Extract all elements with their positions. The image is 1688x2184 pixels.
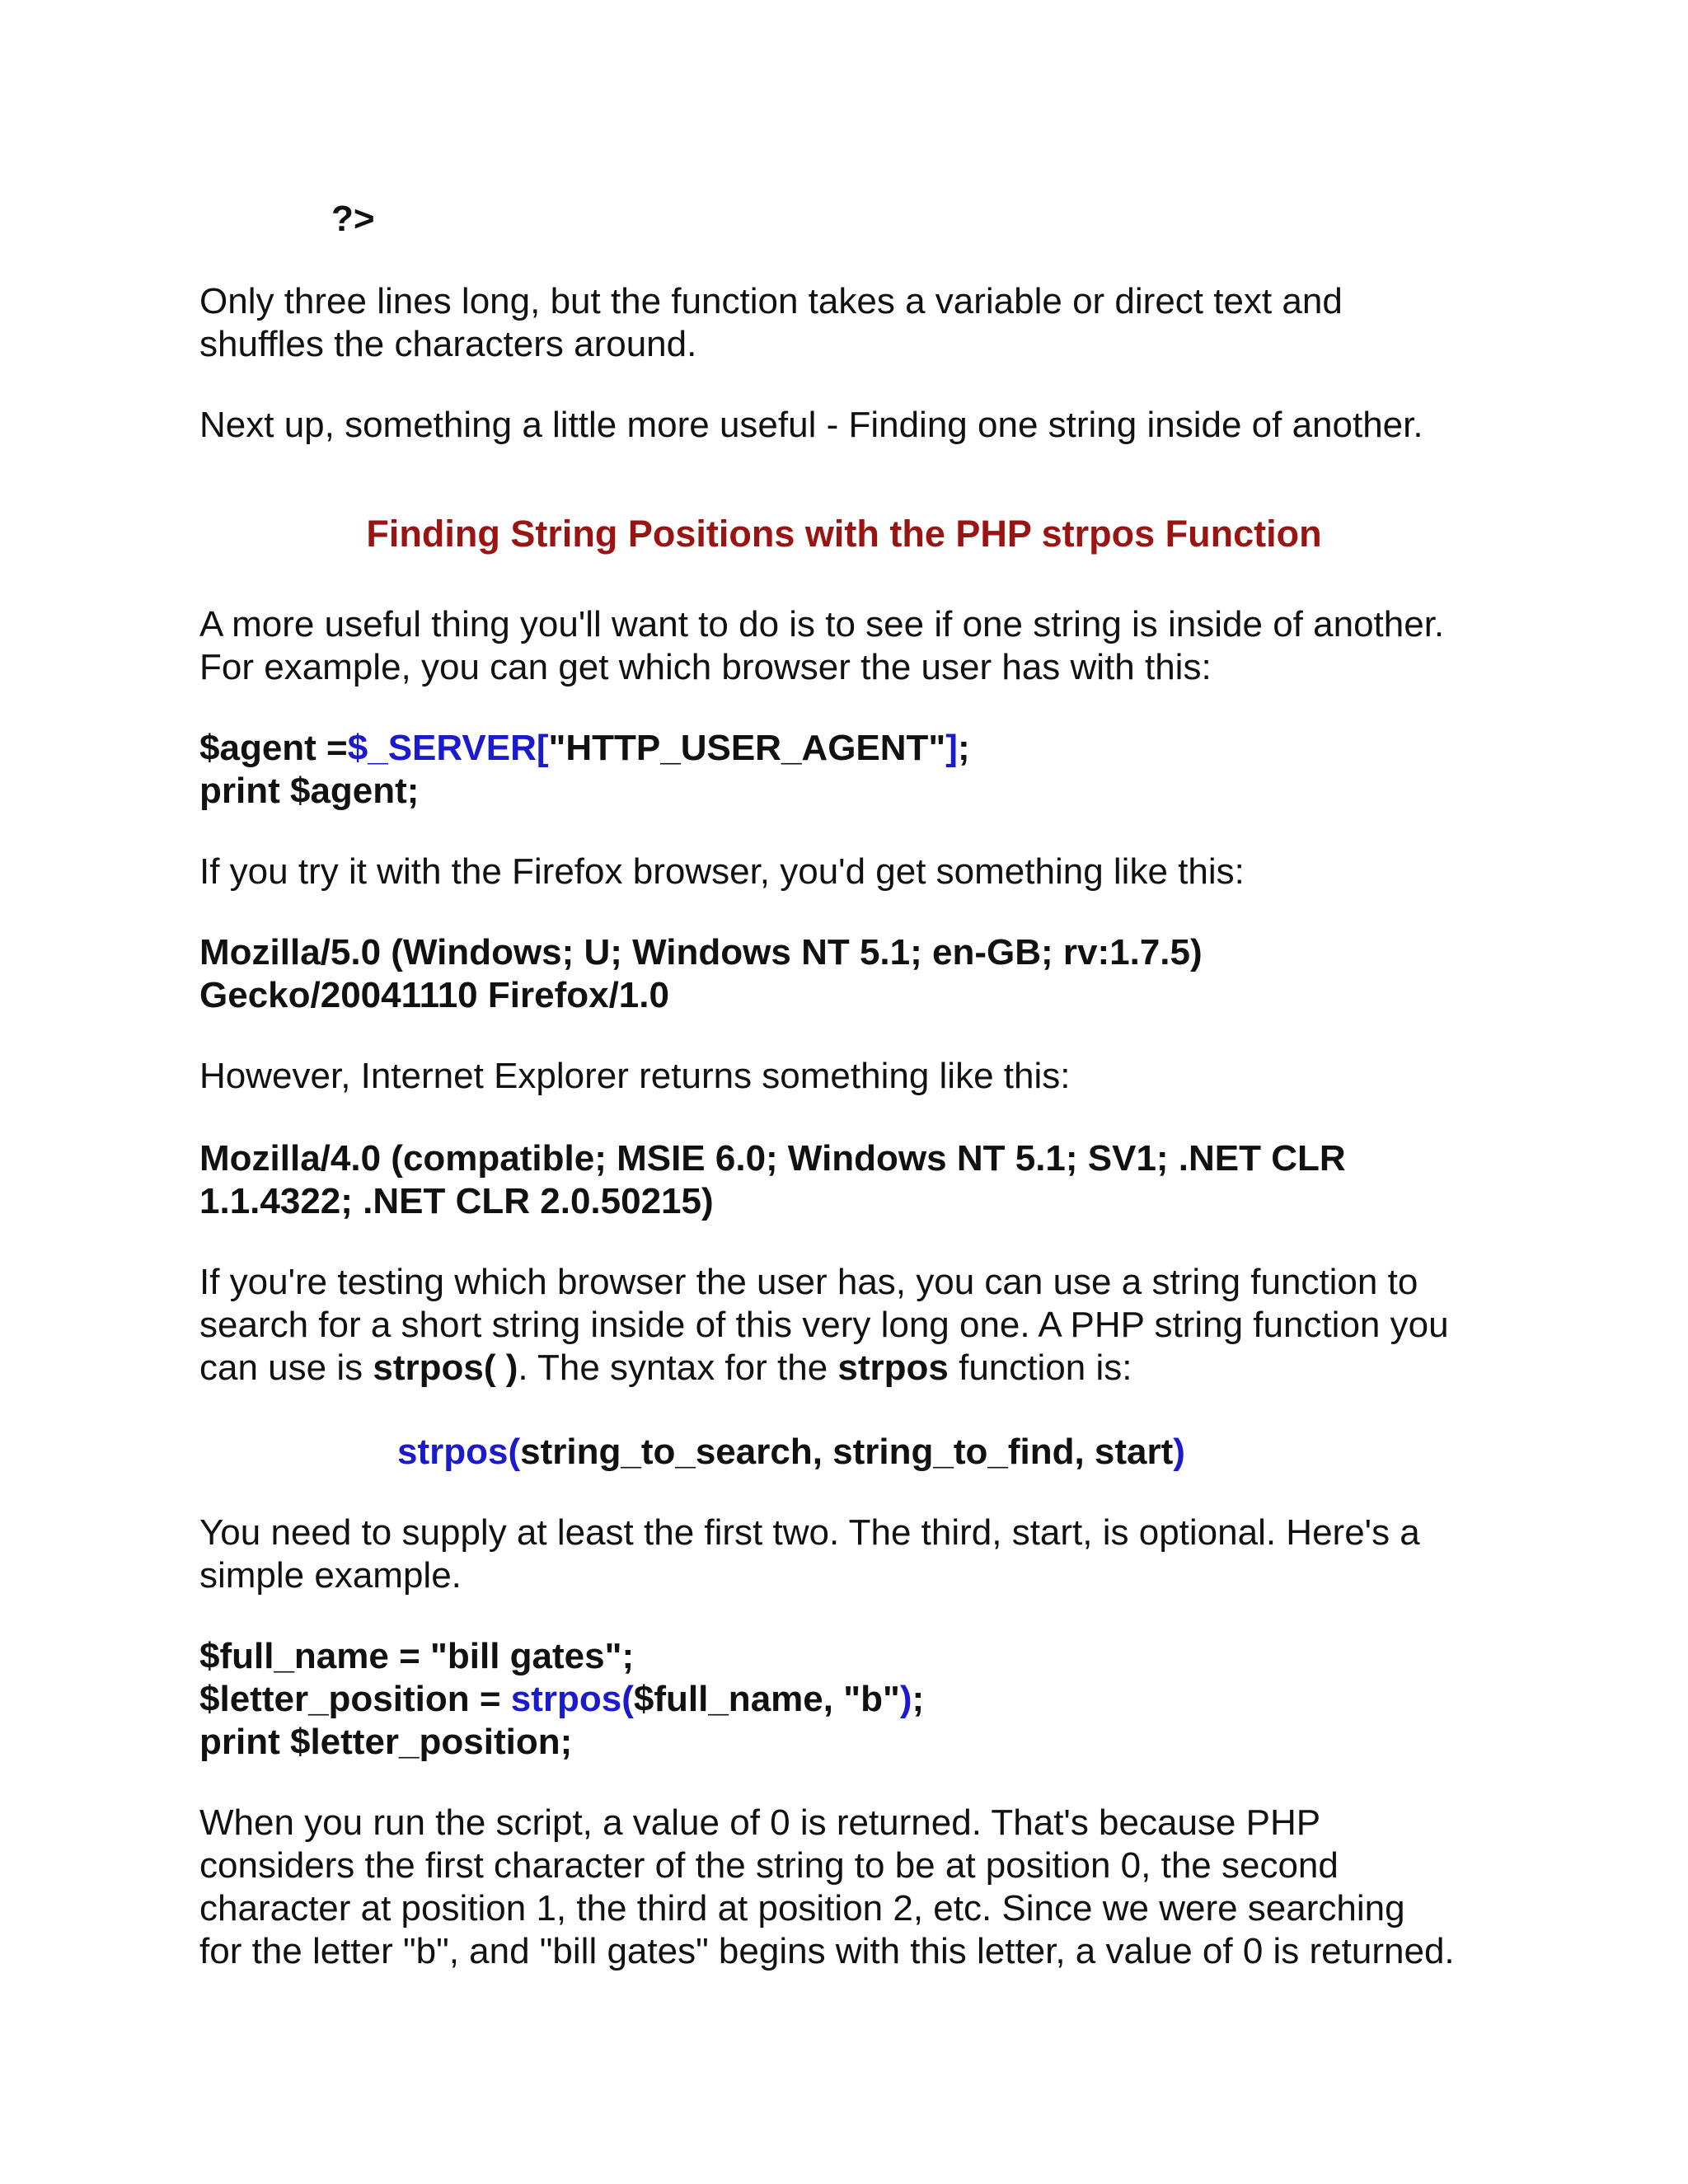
code-line: 1.1.4322; .NET CLR 2.0.50215): [199, 1181, 714, 1221]
paragraph-line: When you run the script, a value of 0 is returned. That's because PHP: [199, 1802, 1321, 1843]
function-name: strpos: [837, 1347, 949, 1388]
code-keyword: strpos(: [397, 1432, 521, 1472]
code-block-agent: [199, 727, 1518, 813]
firefox-user-agent: [199, 931, 1518, 1017]
text-run: function is:: [948, 1347, 1132, 1388]
paragraph-line: considers the first character of the string to be at position 0, the second: [199, 1845, 1339, 1886]
code-block-example: [199, 1635, 1518, 1764]
paragraph-explanation: [199, 1802, 1518, 1973]
code-line: Gecko/20041110 Firefox/1.0: [199, 975, 669, 1015]
code-text: "HTTP_USER_AGENT": [548, 728, 946, 768]
code-text: $agent =: [199, 728, 348, 768]
code-text: $letter_position =: [199, 1679, 511, 1719]
paragraph-line: However, Internet Explorer returns something like this:: [199, 1056, 1071, 1096]
paragraph-intro: [199, 603, 1518, 689]
paragraph-line: For example, you can get which browser the user has with this:: [199, 647, 1212, 687]
paragraph-line: Only three lines long, but the function takes a variable or direct text and: [199, 281, 1343, 321]
ie-user-agent: [199, 1137, 1518, 1223]
code-line: [199, 1678, 1518, 1721]
code-text: string_to_search, string_to_find, start: [520, 1432, 1174, 1472]
code-line: print $letter_position;: [199, 1722, 573, 1762]
paragraph-shuffle-description: [199, 280, 1518, 366]
strpos-syntax: [397, 1431, 1688, 1474]
code-keyword: ): [1173, 1432, 1185, 1472]
paragraph-line: Next up, something a little more useful - Finding one string inside of another.: [199, 405, 1423, 445]
section-heading: Finding String Positions with the PHP strpos Function: [366, 513, 1322, 555]
code-line: $full_name = "bill gates";: [199, 1636, 635, 1676]
code-line: [397, 1431, 1688, 1474]
code-keyword: ): [899, 1679, 912, 1719]
paragraph-line: If you're testing which browser the user has, you can use a string function to: [199, 1262, 1418, 1302]
code-line: [199, 727, 1518, 770]
paragraph-line: A more useful thing you'll want to do is to see if one string is inside of another.: [199, 604, 1445, 644]
code-text: ;: [912, 1679, 925, 1719]
paragraph-line: shuffles the characters around.: [199, 324, 697, 364]
paragraph-line: [199, 1347, 1518, 1390]
php-closing-tag: ?>: [331, 199, 375, 239]
code-keyword: $_SERVER: [347, 728, 537, 768]
code-keyword: [: [536, 728, 549, 768]
code-keyword: ]: [945, 728, 958, 768]
paragraph-ie: [199, 1055, 1518, 1098]
function-name: strpos( ): [373, 1347, 518, 1388]
text-run: can use is: [199, 1347, 373, 1388]
text-run: . The syntax for the: [518, 1347, 838, 1388]
paragraph-firefox: [199, 851, 1518, 893]
paragraph-strpos-intro: [199, 1261, 1518, 1390]
paragraph-line: character at position 1, the third at position 2, etc. Since we were searching: [199, 1888, 1405, 1929]
paragraph-arguments: [199, 1511, 1518, 1597]
code-keyword: strpos(: [510, 1679, 634, 1719]
paragraph-next-up: [199, 404, 1518, 447]
paragraph-line: You need to supply at least the first two. The third, start, is optional. Here's a: [199, 1512, 1420, 1553]
code-text: ;: [957, 728, 970, 768]
code-text: $full_name, "b": [633, 1679, 900, 1719]
paragraph-line: search for a short string inside of this very long one. A PHP string function you: [199, 1305, 1449, 1345]
code-line: Mozilla/5.0 (Windows; U; Windows NT 5.1; en-GB; rv:1.7.5): [199, 932, 1203, 972]
code-line: Mozilla/4.0 (compatible; MSIE 6.0; Windows NT 5.1; SV1; .NET CLR: [199, 1138, 1346, 1179]
paragraph-line: If you try it with the Firefox browser, you'd get something like this:: [199, 851, 1245, 892]
code-line: print $agent;: [199, 771, 420, 811]
paragraph-line: simple example.: [199, 1555, 462, 1596]
paragraph-line: for the letter "b", and "bill gates" begins with this letter, a value of 0 is returned.: [199, 1931, 1455, 1971]
